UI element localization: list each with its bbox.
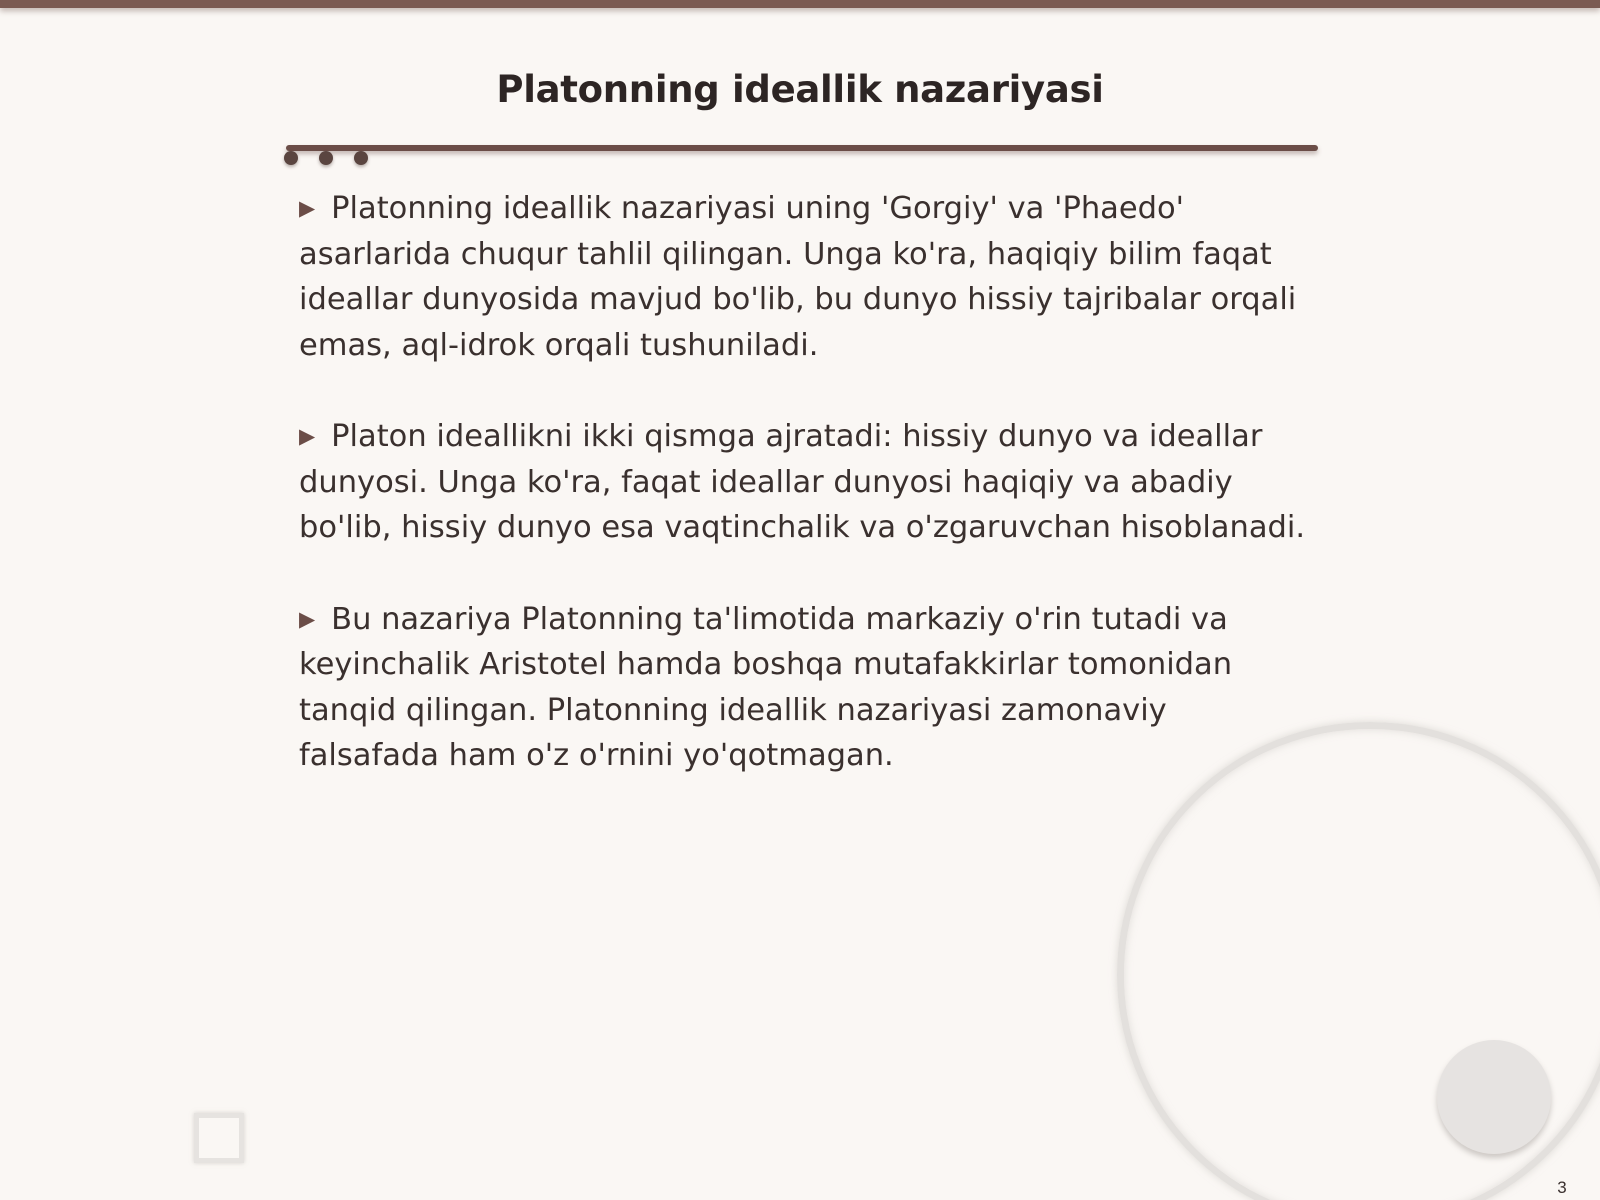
bullet-paragraph bbox=[299, 597, 1309, 779]
divider-dot bbox=[354, 151, 368, 165]
bullet-paragraph bbox=[299, 186, 1309, 368]
title-divider bbox=[286, 145, 1318, 151]
bullet-paragraph bbox=[299, 414, 1309, 551]
divider-dot bbox=[284, 151, 298, 165]
page-number: 3 bbox=[1557, 1178, 1567, 1197]
slide-body bbox=[299, 186, 1309, 825]
triangle-right-icon: ▶ bbox=[299, 196, 316, 220]
triangle-right-icon: ▶ bbox=[299, 606, 316, 631]
decorative-circle bbox=[1437, 1040, 1551, 1154]
paragraph-text: Platonning ideallik nazariyasi uning 'Gorgiy' va 'Phaedo' asarlarida chuqur tahlil qilingan. Unga ko'ra, haqiqiy bilim faqat ideallar dunyosida mavjud bo'lib, bu dunyo hissiy tajribalar orqali emas, aql-idrok orqali tushuniladi. bbox=[299, 191, 1297, 363]
paragraph-text: Platon ideallikni ikki qismga ajratadi: hissiy dunyo va ideallar dunyosi. Unga ko'ra, faqat ideallar dunyosi haqiqiy va abadiy bo'lib, hissiy dunyo esa vaqtinchalik va o'zgaruvchan hisoblanadi. bbox=[299, 419, 1306, 545]
paragraph-text: Bu nazariya Platonning ta'limotida markaziy o'rin tutadi va keyinchalik Aristotel hamda boshqa mutafakkirlar tomonidan tanqid qilingan. Platonning ideallik nazariyasi zamonaviy falsafada ham o'z o'rnini yo'qotmagan. bbox=[299, 601, 1233, 773]
divider-dot bbox=[319, 151, 333, 165]
slide-title: Platonning ideallik nazariyasi bbox=[496, 68, 1104, 111]
triangle-right-icon: ▶ bbox=[299, 424, 316, 448]
top-accent-bar bbox=[0, 0, 1600, 8]
decorative-square bbox=[194, 1113, 244, 1163]
